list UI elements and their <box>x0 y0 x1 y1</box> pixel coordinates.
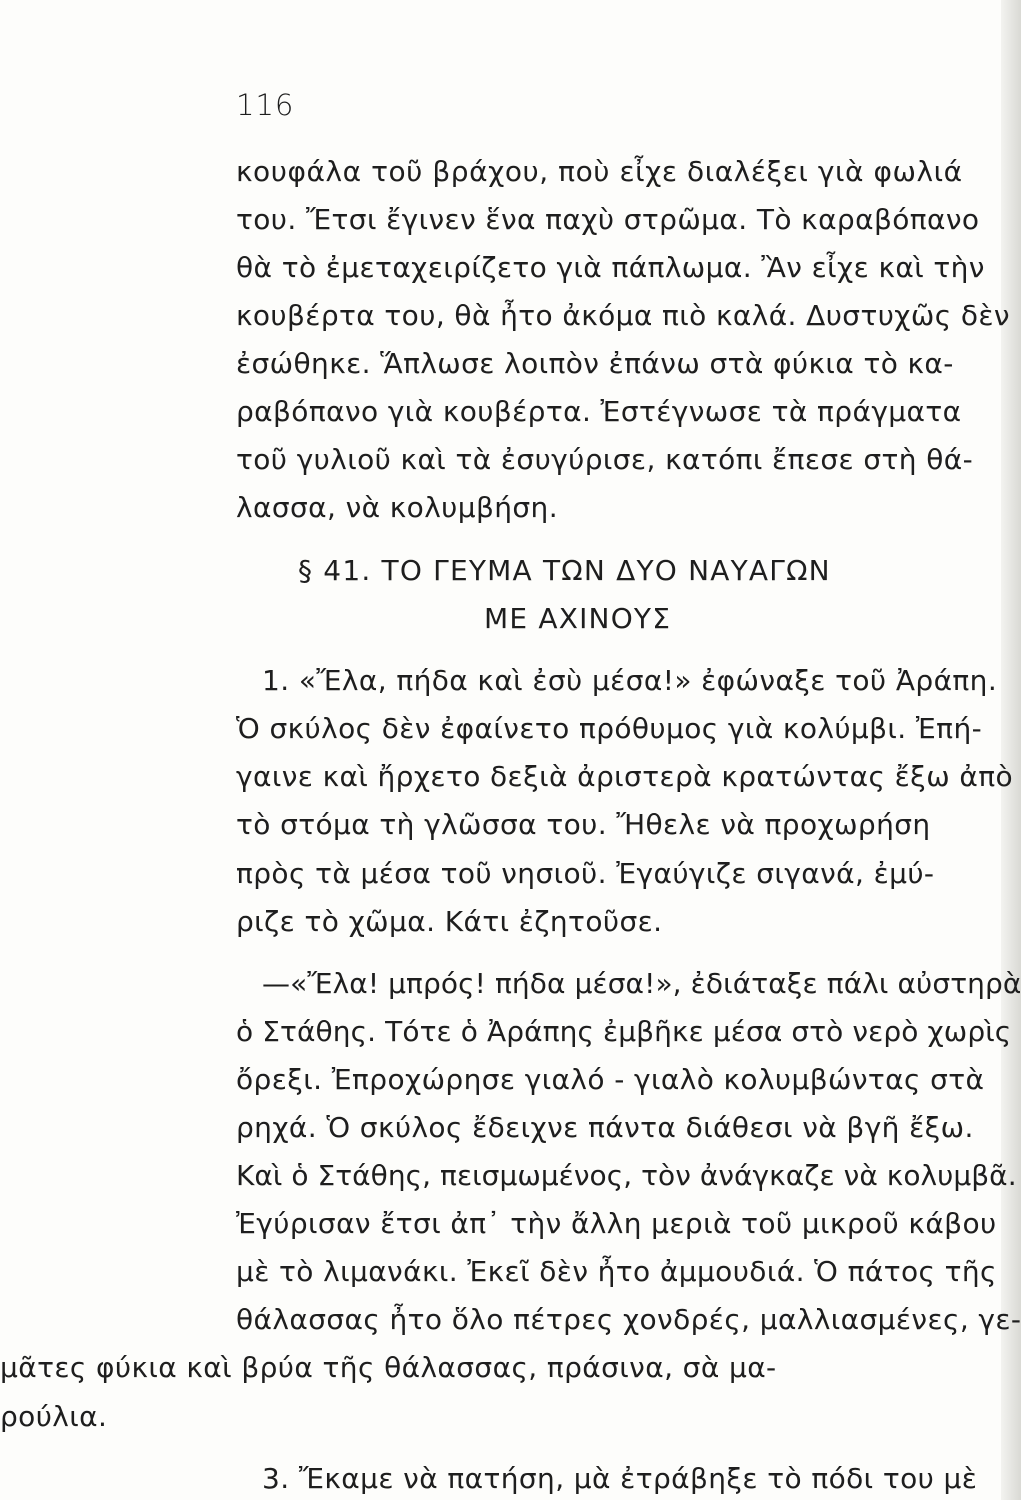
text-line: λασσα, νὰ κολυμβήση. <box>236 491 559 524</box>
text-line: γαινε καὶ ἤρχετο δεξιὰ ἀριστερὰ κρατώντας ἔξω ἀπὸ <box>236 760 1013 793</box>
text-line: 1. «Ἔλα, πήδα καὶ ἐσὺ μέσα!» ἐφώναξε τοῦ Ἀράπη. <box>262 664 998 697</box>
text-line: μᾶτες φύκια καὶ βρύα τῆς θάλασσας, πράσινα, σὰ μα- <box>0 1351 777 1384</box>
text-line: τοῦ γυλιοῦ καὶ τὰ ἐσυγύρισε, κατόπι ἔπεσε στὴ θά- <box>236 443 974 476</box>
section-heading-line-1: § 41. ΤΟ ΓΕΥΜΑ ΤΩΝ ΔΥΟ ΝΑΥΑΓΩΝ <box>298 554 831 587</box>
text-line: ριζε τὸ χῶμα. Κάτι ἐζητοῦσε. <box>236 905 663 938</box>
page-number: 116 <box>236 88 295 122</box>
text-line: μὲ τὸ λιμανάκι. Ἐκεῖ δὲν ἦτο ἀμμουδιά. Ὁ πάτος τῆς <box>236 1255 997 1288</box>
text-line: θὰ τὸ ἐμεταχειρίζετο γιὰ πάπλωμα. Ἂν εἶχε καὶ τὴν <box>236 251 985 284</box>
text-line: θάλασσας ἦτο ὅλο πέτρες χονδρές, μαλλιασμένες, γε- <box>236 1303 1021 1336</box>
text-line: Ὁ σκύλος δὲν ἐφαίνετο πρόθυμος γιὰ κολύμβι. Ἐπή- <box>236 712 983 745</box>
page-edge-shadow <box>1001 0 1021 1500</box>
text-line: Ἐγύρισαν ἔτσι ἀπ᾽ τὴν ἄλλη μεριὰ τοῦ μικροῦ κάβου <box>236 1207 997 1240</box>
text-line: κουφάλα τοῦ βράχου, ποὺ εἶχε διαλέξει γιὰ φωλιά <box>236 155 963 188</box>
text-line: ἐσώθηκε. Ἅπλωσε λοιπὸν ἐπάνω στὰ φύκια τὸ κα- <box>236 347 954 380</box>
text-line: ρούλια. <box>0 1400 108 1433</box>
text-line: τὸ στόμα τὴ γλῶσσα του. Ἤθελε νὰ προχωρήση <box>236 808 931 841</box>
section-heading-line-2: ΜΕ ΑΧΙΝΟΥΣ <box>484 602 672 635</box>
text-line: πρὸς τὰ μέσα τοῦ νησιοῦ. Ἐγαύγιζε σιγανά, ἐμύ- <box>236 857 935 890</box>
text-line: ραβόπανο γιὰ κουβέρτα. Ἐστέγνωσε τὰ πράγματα <box>236 395 962 428</box>
text-line: ὄρεξι. Ἐπροχώρησε γιαλό - γιαλὸ κολυμβώντας στὰ <box>236 1063 985 1096</box>
text-line: κουβέρτα του, θὰ ἦτο ἀκόμα πιὸ καλά. Δυστυχῶς δὲν <box>236 299 1010 332</box>
text-line: ὁ Στάθης. Τότε ὁ Ἀράπης ἐμβῆκε μέσα στὸ νερὸ χωρὶς <box>236 1015 1012 1048</box>
text-line: —«Ἔλα! μπρός! πήδα μέσα!», ἐδιάταξε πάλι αὐστηρὰ <box>262 967 1021 1000</box>
text-line: ρηχά. Ὁ σκύλος ἔδειχνε πάντα διάθεσι νὰ βγῆ ἔξω. <box>236 1111 974 1144</box>
text-line: του. Ἔτσι ἔγινεν ἕνα παχὺ στρῶμα. Τὸ καραβόπανο <box>236 203 980 236</box>
text-line: Καὶ ὁ Στάθης, πεισμωμένος, τὸν ἀνάγκαζε νὰ κολυμβᾶ. <box>236 1159 1017 1192</box>
text-line: 3. Ἔκαμε νὰ πατήση, μὰ ἐτράβηξε τὸ πόδι του μὲ <box>262 1462 978 1495</box>
